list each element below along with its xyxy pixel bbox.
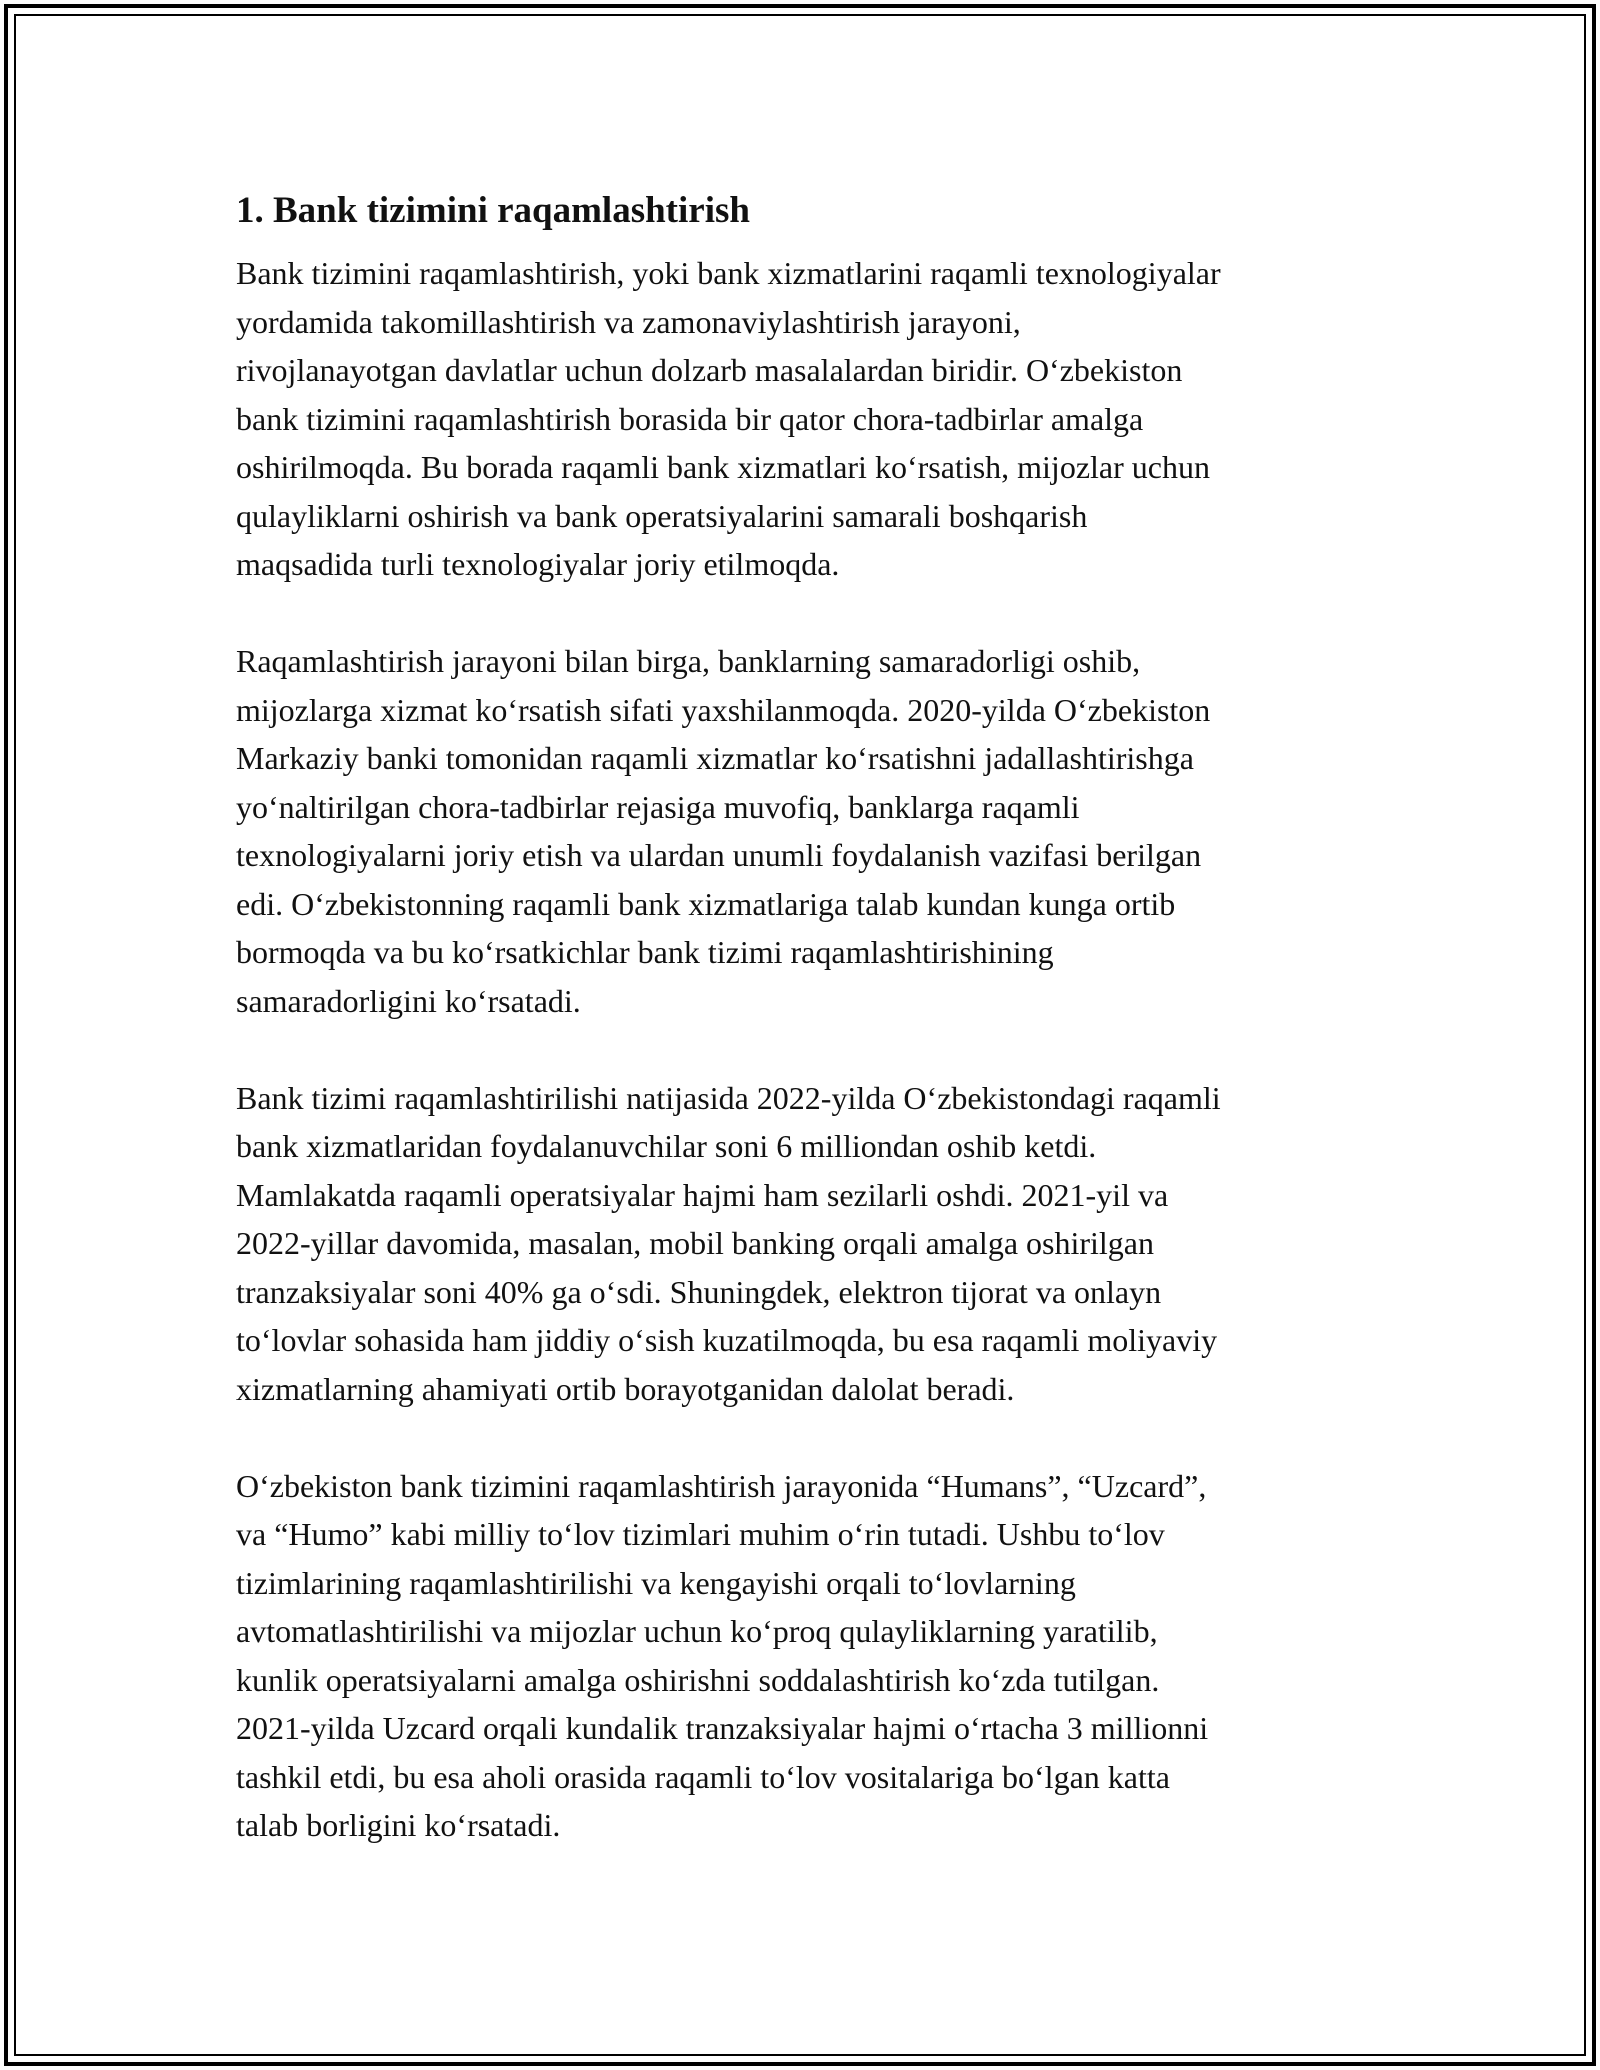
paragraph-line: 2022-yillar davomida, masalan, mobil banking orqali amalga oshirilgan xyxy=(236,1225,1154,1261)
paragraph-line: bormoqda va bu ko‘rsatkichlar bank tizimi raqamlashtirishining xyxy=(236,934,1054,970)
paragraph-line: samaradorligini ko‘rsatadi. xyxy=(236,982,581,1019)
paragraph-4 xyxy=(236,1462,1386,1850)
section-heading: 1. Bank tizimini raqamlashtirish xyxy=(236,190,750,231)
paragraph-line: O‘zbekiston bank tizimini raqamlashtirish jarayonida “Humans”, “Uzcard”, xyxy=(236,1467,1207,1504)
paragraph-line: 2021-yilda Uzcard orqali kundalik tranzaksiyalar hajmi o‘rtacha 3 millionni xyxy=(236,1710,1209,1746)
paragraph-line: tizimlarining raqamlashtirilishi va kengayishi orqali to‘lovlarning xyxy=(236,1564,1076,1601)
paragraph-line: tranzaksiyalar soni 40% ga o‘sdi. Shuningdek, elektron tijorat va onlayn xyxy=(236,1273,1162,1310)
paragraph-line: to‘lovlar sohasida ham jiddiy o‘sish kuzatilmoqda, bu esa raqamli moliyaviy xyxy=(236,1322,1218,1358)
paragraph-line: Raqamlashtirish jarayoni bilan birga, banklarning samaradorligi oshib, xyxy=(236,643,1141,679)
paragraph-line: Bank tizimini raqamlashtirish, yoki bank xizmatlarini raqamli texnologiyalar xyxy=(236,255,1221,291)
paragraph-line: xizmatlarning ahamiyati ortib borayotganidan dalolat beradi. xyxy=(236,1370,1015,1407)
paragraph-line: edi. O‘zbekistonning raqamli bank xizmatlariga talab kundan kunga ortib xyxy=(236,885,1176,922)
paragraph-line: qulayliklarni oshirish va bank operatsiyalarini samarali boshqarish xyxy=(236,497,1088,534)
paragraph-1 xyxy=(236,249,1386,589)
paragraph-line: maqsadida turli texnologiyalar joriy etilmoqda. xyxy=(236,546,840,582)
paragraph-line: yordamida takomillashtirish va zamonaviylashtirish jarayoni, xyxy=(236,303,1021,340)
paragraph-line: Mamlakatda raqamli operatsiyalar hajmi ham sezilarli oshdi. 2021-yil va xyxy=(236,1176,1169,1213)
paragraph-line: yo‘naltirilgan chora-tadbirlar rejasiga muvofiq, banklarga raqamli xyxy=(236,788,1080,825)
paragraph-line: mijozlarga xizmat ko‘rsatish sifati yaxshilanmoqda. 2020-yilda O‘zbekiston xyxy=(236,691,1211,728)
paragraph-line: rivojlanayotgan davlatlar uchun dolzarb masalalardan biridir. O‘zbekiston xyxy=(236,352,1183,388)
paragraph-line: tashkil etdi, bu esa aholi orasida raqamli to‘lov vositalariga bo‘lgan katta xyxy=(236,1758,1170,1795)
paragraph-line: Bank tizimi raqamlashtirilishi natijasida 2022-yilda O‘zbekistondagi raqamli xyxy=(236,1079,1221,1116)
paragraph-line: kunlik operatsiyalarni amalga oshirishni soddalashtirish ko‘zda tutilgan. xyxy=(236,1661,1160,1698)
paragraph-line: texnologiyalarni joriy etish va ulardan unumli foydalanish vazifasi berilgan xyxy=(236,837,1202,873)
paragraph-3 xyxy=(236,1074,1386,1414)
paragraph-line: Markaziy banki tomonidan raqamli xizmatlar ko‘rsatishni jadallashtirishga xyxy=(236,740,1194,776)
paragraph-line: oshirilmoqda. Bu borada raqamli bank xizmatlari ko‘rsatish, mijozlar uchun xyxy=(236,449,1210,485)
paragraph-2 xyxy=(236,637,1386,1025)
paragraph-line: talab borligini ko‘rsatadi. xyxy=(236,1807,561,1843)
paragraph-line: avtomatlashtirilishi va mijozlar uchun ko‘proq qulayliklarning yaratilib, xyxy=(236,1613,1158,1649)
document-body xyxy=(236,185,1386,1898)
paragraph-line: bank xizmatlaridan foydalanuvchilar soni 6 milliondan oshib ketdi. xyxy=(236,1128,1097,1164)
paragraph-line: va “Humo” kabi milliy to‘lov tizimlari muhim o‘rin tutadi. Ushbu to‘lov xyxy=(236,1516,1165,1552)
paragraph-line: bank tizimini raqamlashtirish borasida bir qator chora-tadbirlar amalga xyxy=(236,400,1144,437)
